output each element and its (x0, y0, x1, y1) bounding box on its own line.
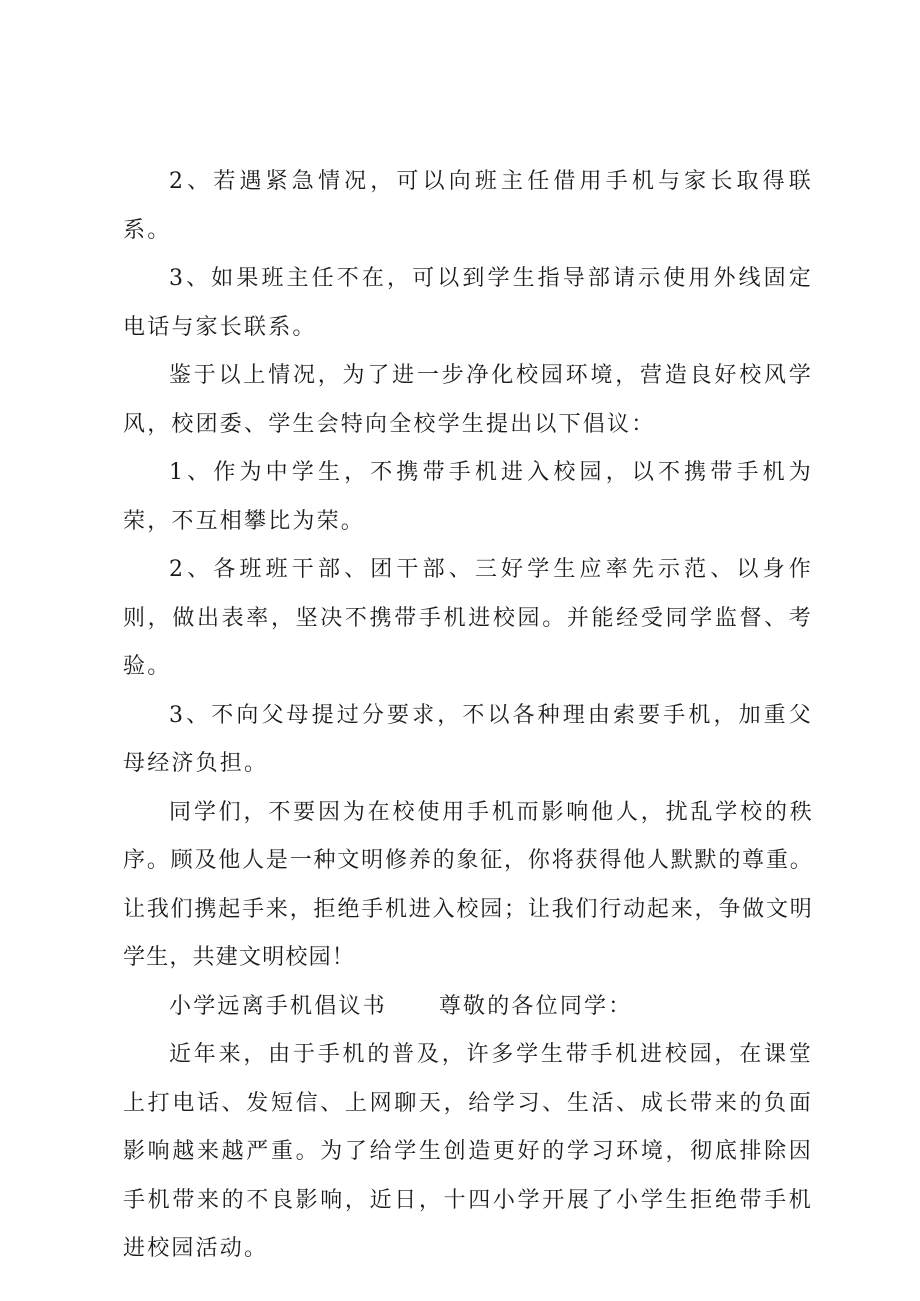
proposal-title: 小学远离手机倡议书 (169, 993, 387, 1019)
proposal-salutation: 尊敬的各位同学： (438, 993, 633, 1019)
paragraph-proposal-2: 2、各班班干部、团干部、三好学生应率先示范、以身作则，做出表率，坚决不携带手机进校园。并能经受同学监督、考验。 (123, 557, 813, 679)
paragraph-classmates-appeal: 同学们，不要因为在校使用手机而影响他人，扰乱学校的秩序。顾及他人是一种文明修养的象征，你将获得他人默默的尊重。让我们携起手来，拒绝手机进入校园；让我们行动起来，争做文明学生，共建文明校园！ (123, 799, 813, 970)
paragraph-proposal-3: 3、不向父母提过分要求，不以各种理由索要手机，加重父母经济负担。 (123, 702, 813, 776)
paragraph-proposal-1: 1、作为中学生，不携带手机进入校园，以不携带手机为荣，不互相攀比为荣。 (123, 460, 813, 534)
paragraph-recent-years: 近年来，由于手机的普及，许多学生带手机进校园，在课堂上打电话、发短信、上网聊天，给学习、生活、成长带来的负面影响越来越严重。为了给学生创造更好的学习环境，彻底排除因手机带来的不良影响，近日，十四小学开展了小学生拒绝带手机进校园活动。 (123, 1042, 813, 1261)
paragraph-emergency-teacher-phone: 2、若遇紧急情况，可以向班主任借用手机与家长取得联系。 (123, 169, 813, 243)
proposal-heading-line (123, 983, 813, 1032)
document-body (123, 158, 813, 1274)
paragraph-student-guidance-phone: 3、如果班主任不在，可以到学生指导部请示使用外线固定电话与家长联系。 (123, 266, 813, 340)
paragraph-initiative-intro: 鉴于以上情况，为了进一步净化校园环境，营造良好校风学风，校团委、学生会特向全校学生提出以下倡议： (123, 363, 813, 437)
